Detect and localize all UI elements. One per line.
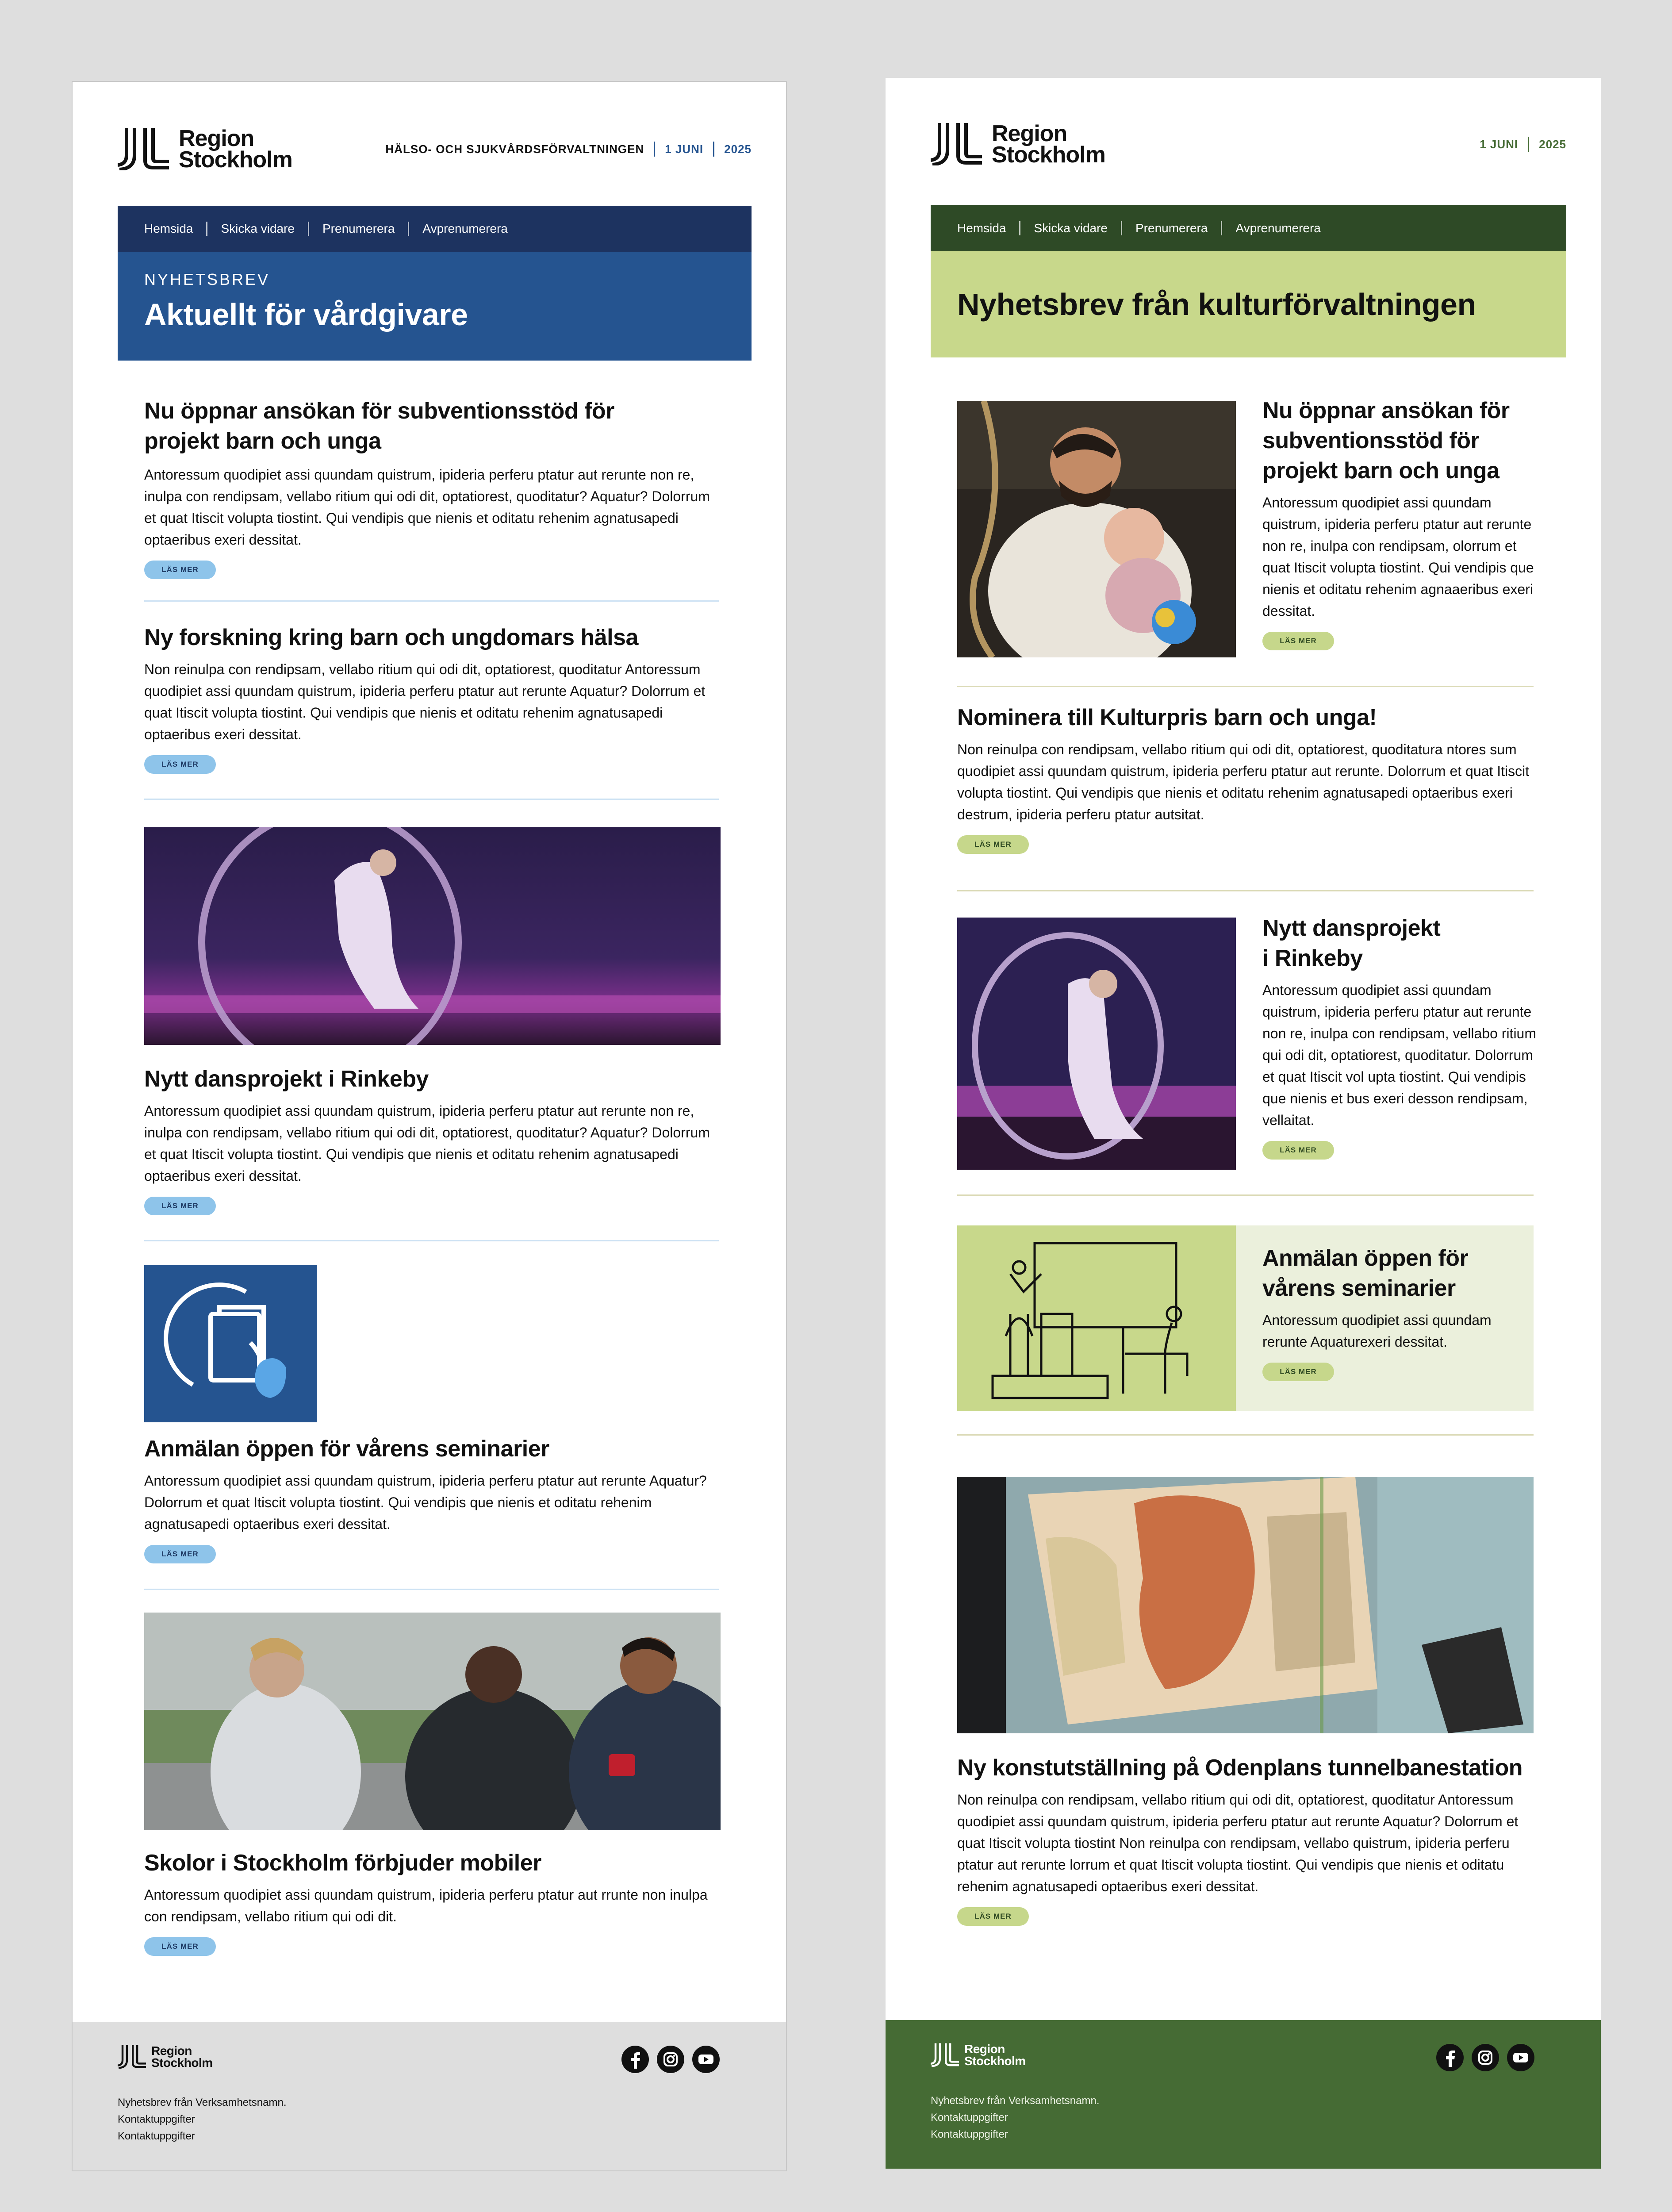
read-more-button[interactable]: LÄS MER [144, 1197, 216, 1215]
article-dansprojekt [1262, 913, 1537, 1160]
issue-date: 1 JUNI [665, 142, 704, 156]
article-mobiler [144, 1848, 719, 1956]
article-title[interactable]: Anmälan öppen för vårens seminarier [1262, 1245, 1469, 1301]
article-seminarier [1262, 1243, 1510, 1381]
instagram-icon[interactable] [1472, 2044, 1499, 2071]
facebook-icon[interactable] [621, 2046, 649, 2073]
nav-link-hemsida[interactable]: Hemsida [957, 221, 1006, 235]
read-more-button[interactable]: LÄS MER [144, 1545, 216, 1563]
youths-phones-photo [144, 1613, 721, 1830]
father-baby-photo [957, 401, 1236, 657]
article-subventionsstod [1262, 396, 1537, 650]
footer-text [931, 2093, 1100, 2143]
article-title[interactable]: Nytt dansprojekt i Rinkeby [144, 1066, 429, 1092]
article-body: Antoressum quodipiet assi quundam quistrum, ipideria perferu ptatur aut rerunte non re, inulpa con rendipsam, vellabo ritium qui odi dit, optatiorest, quoditatur? Aquatur? Dolorrum et quat Itiscit volupta tiostint. Qui vendipis que nienis et oditatu rehenim agnatusapedi optaeribus exeri dessitat. [144, 467, 710, 548]
youths-phones-illustration [144, 1613, 721, 1830]
divider [144, 1240, 719, 1241]
logo-mark-icon [118, 2045, 146, 2069]
brand-line-1: Region [179, 126, 254, 151]
footer-brand-2: Stockholm [151, 2056, 213, 2070]
brand-line-2: Stockholm [179, 147, 292, 173]
hero-banner [118, 252, 752, 361]
nav-link-prenumerera[interactable]: Prenumerera [1121, 221, 1221, 235]
tablet-apple-icon [144, 1265, 317, 1422]
nav-link-hemsida[interactable]: Hemsida [144, 222, 193, 235]
read-more-button[interactable]: LÄS MER [1262, 632, 1334, 650]
divider [957, 686, 1534, 687]
banner-title: Aktuellt för vårdgivare [144, 297, 468, 332]
read-more-button[interactable]: LÄS MER [1262, 1141, 1334, 1160]
article-body: Antoressum quodipiet assi quundam quistrum, ipideria perferu ptatur aut rerunte non re, inulpa con rendipsam, vellabo ritium qui odi dit, optatiorest, quoditatur. Dolorrum et quat Itiscit vol upta tiostint. Qui vendipis que nienis et bus exeri desson rendipsam, vellaitat. [1262, 982, 1536, 1128]
banner-eyebrow: NYHETSBREV [144, 270, 270, 288]
read-more-button[interactable]: LÄS MER [957, 835, 1029, 854]
article-subventionsstod-body [144, 464, 719, 579]
article-body: Antoressum quodipiet assi quundam quistrum, ipideria perferu ptatur aut rerunte Aquatur? Dolorrum et quat Itiscit volupta tiostint. Qui vendipis que nienis et oditatu rehenim agnatusapedi optaeribus exeri dessitat. [144, 1473, 707, 1532]
article-body: Antoressum quodipiet assi quundam rerunte Aquaturexeri dessitat. [1262, 1312, 1492, 1350]
instagram-icon[interactable] [657, 2046, 684, 2073]
footer [73, 2022, 786, 2170]
org-name: HÄLSO- OCH SJUKVÅRDSFÖRVALTNINGEN [385, 142, 644, 156]
footer-line: Nyhetsbrev från Verksamhetsnamn. [931, 2095, 1100, 2107]
youtube-icon[interactable] [692, 2046, 720, 2073]
article-kulturpris [957, 703, 1534, 854]
dance-photo-illustration [957, 918, 1236, 1170]
article-title[interactable]: Ny forskning kring barn och ungdomars hälsa [144, 625, 638, 650]
art-exhibition-photo [957, 1477, 1534, 1733]
article-body: Antoressum quodipiet assi quundam quistrum, ipideria perferu ptatur aut rerunte non re, inulpa con rendipsam, olorrum et quat Itiscit volupta tiostint. Qui vendipis que nienis et oditatu rehenim agnaaeribus exeri dessitat. [1262, 495, 1534, 619]
read-more-button[interactable]: LÄS MER [1262, 1363, 1334, 1381]
footer-contact-link[interactable]: Kontaktuppgifter [931, 2128, 1008, 2140]
logo-mark-icon [931, 123, 982, 165]
article-title[interactable]: Ny konstutställning på Odenplans tunnelbanestation [957, 1755, 1522, 1781]
brand-line-2: Stockholm [992, 142, 1105, 168]
footer-contact-link[interactable]: Kontaktuppgifter [118, 2113, 195, 2125]
divider [957, 1194, 1534, 1196]
article-title[interactable]: Nominera till Kulturpris barn och unga! [957, 705, 1377, 730]
separator [1528, 137, 1529, 152]
newsletter-left [72, 81, 787, 2171]
article-body: Non reinulpa con rendipsam, vellabo ritium qui odi dit, optatiorest, quoditatur Antoressum quodipiet assi quundam quistrum, ipideria perferu ptatur aut rerunte Aquatur? Dolorrum et quat Itiscit volupta tiostint. Qui vendipis que nienis et oditatu rehenim agnatusapedi optaeribus exeri dessitat. [144, 661, 706, 742]
dance-photo-illustration [144, 827, 721, 1045]
father-baby-illustration [957, 401, 1236, 657]
read-more-button[interactable]: LÄS MER [144, 755, 216, 774]
nav-link-skicka-vidare[interactable]: Skicka vidare [206, 222, 308, 236]
seminar-card [957, 1225, 1534, 1411]
issue-date: 1 JUNI [1480, 137, 1519, 151]
header [931, 122, 1566, 166]
article-forskning [144, 622, 719, 774]
dance-photo [957, 918, 1236, 1170]
logo-mark-icon [118, 128, 169, 170]
art-exhibition-illustration [957, 1477, 1534, 1733]
brand-line-1: Region [992, 121, 1067, 146]
separator [713, 142, 714, 157]
article-title[interactable]: Nytt dansprojekt i Rinkeby [1262, 915, 1441, 971]
nav-link-avprenumerera[interactable]: Avprenumerera [1221, 221, 1334, 235]
dance-photo [144, 827, 721, 1045]
footer-brand-1: Region [151, 2044, 192, 2058]
footer-brand-1: Region [964, 2042, 1005, 2056]
article-konstutstallning [957, 1753, 1534, 1926]
footer-logo[interactable] [118, 2045, 213, 2069]
article-title[interactable]: Nu öppnar ansökan för subventionsstöd för projekt barn och unga [144, 398, 614, 454]
footer-text [118, 2094, 287, 2145]
nav-link-avprenumerera[interactable]: Avprenumerera [408, 222, 521, 236]
issue-year: 2025 [1539, 137, 1566, 151]
read-more-button[interactable]: LÄS MER [144, 561, 216, 579]
seminar-lecture-illustration [957, 1225, 1236, 1411]
region-stockholm-logo[interactable] [118, 126, 292, 173]
nav-bar [118, 206, 752, 252]
nav-link-prenumerera[interactable]: Prenumerera [308, 222, 408, 236]
newsletter-right [886, 78, 1601, 2169]
facebook-icon[interactable] [1436, 2044, 1464, 2071]
article-title[interactable]: Skolor i Stockholm förbjuder mobiler [144, 1850, 541, 1876]
article-seminarier [144, 1434, 719, 1563]
footer-contact-link[interactable]: Kontaktuppgifter [931, 2112, 1008, 2124]
divider [957, 1434, 1534, 1436]
region-stockholm-logo[interactable] [931, 121, 1105, 168]
article-body: Non reinulpa con rendipsam, vellabo ritium qui odi dit, optatiorest, quoditatura ntores sum quodipiet assi quundam quistrum, ipideria perferu ptatur aut rerunte. Dolorrum et quat Itiscit volupta tiostint. Qui vendipis que nienis et oditatu rehenim agnatusapedi optaeribus exeri destrum, ipideria perferu ptatur autsitat. [957, 741, 1530, 822]
footer-brand-2: Stockholm [964, 2054, 1026, 2068]
nav-bar [931, 205, 1566, 251]
footer-logo[interactable] [931, 2043, 1026, 2067]
issue-year: 2025 [724, 142, 752, 156]
header-meta [385, 142, 752, 157]
hero-banner [931, 251, 1566, 357]
article-title[interactable]: Anmälan öppen för vårens seminarier [144, 1436, 549, 1462]
footer-contact-link[interactable]: Kontaktuppgifter [118, 2130, 195, 2142]
youtube-icon[interactable] [1507, 2044, 1534, 2071]
article-body: Antoressum quodipiet assi quundam quistrum, ipideria perferu ptatur aut rrunte non inulpa con rendipsam, vellabo ritium qui odi dit. [144, 1887, 708, 1924]
separator [654, 142, 655, 157]
divider [144, 1589, 719, 1590]
read-more-button[interactable]: LÄS MER [144, 1937, 216, 1956]
article-body: Non reinulpa con rendipsam, vellabo ritium qui odi dit, optatiorest, quoditatur Antoressum quodipiet assi quundam quistrum, ipideria perferu ptatur aut rerunte Aquatur? Dolorrum et quat Itiscit volupta tiostint Non reinulpa con rendipsam, vellabo quistrum, ipideria perferu ptatur aut rerunte lorrum et quat Itiscit volupta tiostint. Qui vendipis que nienis et oditatu rehenim agnatusapedi optaeribus exeri dessitat. [957, 1792, 1519, 1894]
header [118, 127, 752, 171]
divider [144, 600, 719, 602]
divider [144, 799, 719, 800]
header-meta [1480, 137, 1566, 152]
footer [886, 2020, 1601, 2169]
article-title[interactable]: Nu öppnar ansökan för subventionsstöd för projekt barn och unga [1262, 398, 1510, 484]
article-dansprojekt [144, 1064, 719, 1215]
footer-line: Nyhetsbrev från Verksamhetsnamn. [118, 2097, 287, 2108]
read-more-button[interactable]: LÄS MER [957, 1907, 1029, 1926]
nav-link-skicka-vidare[interactable]: Skicka vidare [1019, 221, 1121, 235]
article-subventionsstod [144, 396, 627, 456]
social-links [1436, 2044, 1534, 2071]
divider [957, 890, 1534, 891]
logo-mark-icon [931, 2043, 959, 2067]
social-links [621, 2046, 720, 2073]
article-body: Antoressum quodipiet assi quundam quistrum, ipideria perferu ptatur aut rerunte non re, inulpa con rendipsam, vellabo ritium qui odi dit, optatiorest, quoditatur? Aquatur? Dolorrum et quat Itiscit volupta tiostint. Qui vendipis que nienis et oditatu rehenim agnatusapedi optaeribus exeri dessitat. [144, 1103, 710, 1184]
banner-title: Nyhetsbrev från kulturförvaltningen [957, 287, 1476, 322]
seminar-icon-tile [144, 1265, 317, 1422]
